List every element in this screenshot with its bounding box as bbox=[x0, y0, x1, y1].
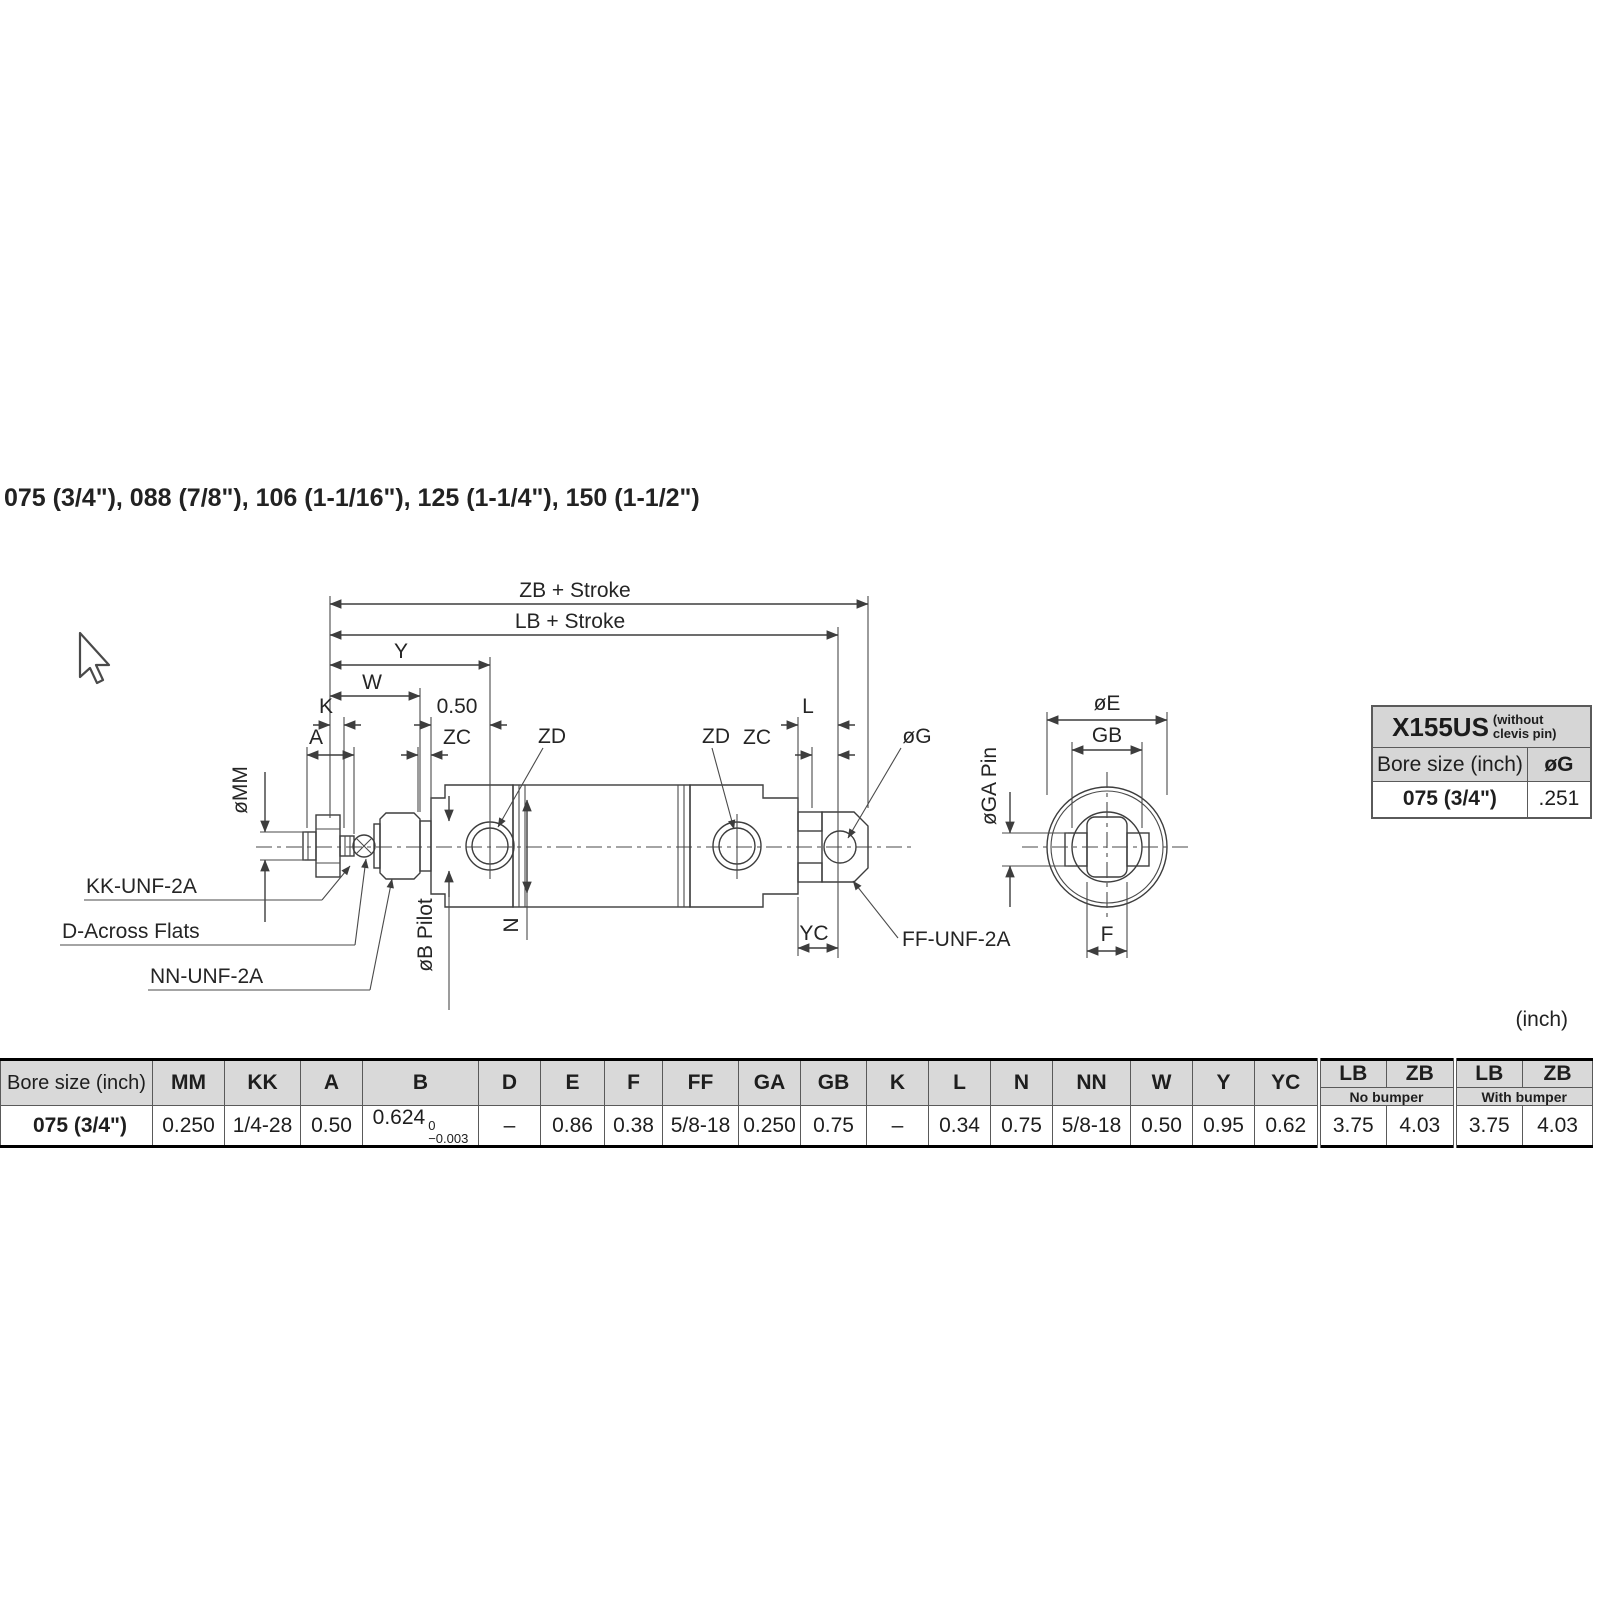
dim-label-omm: øMM bbox=[229, 766, 252, 814]
cell-w: 0.50 bbox=[1131, 1106, 1193, 1147]
col-header-mm: MM bbox=[153, 1060, 225, 1106]
dimension-lines bbox=[60, 596, 901, 1010]
dim-label-zd-right: ZD bbox=[702, 725, 730, 748]
dim-label-lb: LB + Stroke bbox=[514, 610, 626, 633]
dim-label-d-flats: D-Across Flats bbox=[62, 920, 200, 943]
cell-n: 0.75 bbox=[991, 1106, 1053, 1147]
col-header-b: B bbox=[363, 1060, 479, 1106]
col-header-nn: NN bbox=[1053, 1060, 1131, 1106]
cell-b-tolerance bbox=[428, 1119, 468, 1145]
col-header-lb-withbumper: LB bbox=[1455, 1060, 1523, 1088]
cell-zb-nobumper: 4.03 bbox=[1387, 1106, 1455, 1147]
dim-label-nn: NN-UNF-2A bbox=[150, 965, 264, 988]
dim-label-ob-pilot: øB Pilot bbox=[414, 898, 437, 972]
unit-note: (inch) bbox=[1515, 1008, 1568, 1031]
cell-b-tol-upper: 0 bbox=[428, 1118, 436, 1133]
dim-label-oga: øGA Pin bbox=[978, 746, 1001, 826]
dim-label-k: K bbox=[318, 695, 334, 718]
table-header-row bbox=[1, 1060, 1593, 1088]
cell-f: 0.38 bbox=[605, 1106, 663, 1147]
cell-mm: 0.250 bbox=[153, 1106, 225, 1147]
cell-yc: 0.62 bbox=[1255, 1106, 1319, 1147]
mouse-cursor-icon bbox=[70, 625, 120, 695]
col-header-zb-withbumper: ZB bbox=[1523, 1060, 1593, 1088]
col-header-y: Y bbox=[1193, 1060, 1255, 1106]
option-col-bore: Bore size (inch) bbox=[1372, 748, 1527, 782]
cell-d: – bbox=[479, 1106, 541, 1147]
dim-label-zc-right: ZC bbox=[743, 726, 771, 749]
page-title: 075 (3/4"), 088 (7/8"), 106 (1-1/16"), 125 (1-1/4"), 150 (1-1/2") bbox=[4, 484, 700, 512]
col-header-kk: KK bbox=[225, 1060, 301, 1106]
col-header-yc: YC bbox=[1255, 1060, 1319, 1106]
dim-label-zc-left: ZC bbox=[443, 726, 471, 749]
cell-y: 0.95 bbox=[1193, 1106, 1255, 1147]
cell-a: 0.50 bbox=[301, 1106, 363, 1147]
option-model: X155US bbox=[1392, 711, 1489, 742]
option-table-x155us bbox=[1371, 705, 1592, 819]
col-header-ga: GA bbox=[739, 1060, 801, 1106]
col-header-e: E bbox=[541, 1060, 605, 1106]
col-header-zb-nobumper: ZB bbox=[1387, 1060, 1455, 1088]
dim-label-oe: øE bbox=[1093, 692, 1121, 715]
cell-gb: 0.75 bbox=[801, 1106, 867, 1147]
end-view bbox=[1002, 712, 1192, 958]
dim-label-zb: ZB + Stroke bbox=[519, 579, 631, 602]
dim-label-kk: KK-UNF-2A bbox=[86, 875, 197, 898]
option-row-bore: 075 (3/4") bbox=[1372, 782, 1527, 818]
option-col-og: øG bbox=[1527, 748, 1591, 782]
cell-l: 0.34 bbox=[929, 1106, 991, 1147]
cell-b-tol-lower: −0.003 bbox=[428, 1131, 469, 1146]
dim-label-og: øG bbox=[902, 725, 932, 748]
cell-lb-nobumper: 3.75 bbox=[1319, 1106, 1387, 1147]
cell-zb-withbumper: 4.03 bbox=[1523, 1106, 1593, 1147]
col-header-w: W bbox=[1131, 1060, 1193, 1106]
dim-label-n: N bbox=[500, 917, 523, 933]
group-header-with-bumper: With bumper bbox=[1455, 1088, 1593, 1106]
col-header-bore: Bore size (inch) bbox=[1, 1060, 153, 1106]
dim-label-050: 0.50 bbox=[436, 695, 478, 718]
cell-k: – bbox=[867, 1106, 929, 1147]
dim-label-zd-left: ZD bbox=[538, 725, 566, 748]
col-header-d: D bbox=[479, 1060, 541, 1106]
cell-ff: 5/8-18 bbox=[663, 1106, 739, 1147]
option-model-note: (without clevis pin) bbox=[1492, 712, 1557, 741]
dimension-table bbox=[0, 1058, 1593, 1148]
cell-lb-withbumper: 3.75 bbox=[1455, 1106, 1523, 1147]
cell-ga: 0.250 bbox=[739, 1106, 801, 1147]
col-header-l: L bbox=[929, 1060, 991, 1106]
cylinder-dimension-drawing bbox=[0, 540, 1250, 1040]
col-header-k: K bbox=[867, 1060, 929, 1106]
cell-bore: 075 (3/4") bbox=[1, 1106, 153, 1147]
dim-label-l: L bbox=[802, 695, 814, 718]
col-header-f: F bbox=[605, 1060, 663, 1106]
col-header-ff: FF bbox=[663, 1060, 739, 1106]
table-data-row bbox=[1, 1106, 1593, 1147]
group-header-no-bumper: No bumper bbox=[1319, 1088, 1455, 1106]
dimension-labels bbox=[62, 579, 1122, 988]
dim-label-f: F bbox=[1100, 923, 1114, 946]
cell-b bbox=[363, 1106, 479, 1147]
cell-kk: 1/4-28 bbox=[225, 1106, 301, 1147]
dim-label-yc: YC bbox=[799, 922, 829, 945]
dim-label-y: Y bbox=[393, 640, 409, 663]
col-header-n: N bbox=[991, 1060, 1053, 1106]
col-header-a: A bbox=[301, 1060, 363, 1106]
col-header-lb-nobumper: LB bbox=[1319, 1060, 1387, 1088]
option-row-value: .251 bbox=[1527, 782, 1591, 818]
cell-nn: 5/8-18 bbox=[1053, 1106, 1131, 1147]
dim-label-ff: FF-UNF-2A bbox=[902, 928, 1011, 951]
dim-label-gb: GB bbox=[1091, 724, 1123, 747]
dim-label-w: W bbox=[362, 671, 382, 694]
dim-label-a: A bbox=[308, 726, 324, 749]
cell-b-value: 0.624 bbox=[372, 1106, 426, 1129]
col-header-gb: GB bbox=[801, 1060, 867, 1106]
cell-e: 0.86 bbox=[541, 1106, 605, 1147]
